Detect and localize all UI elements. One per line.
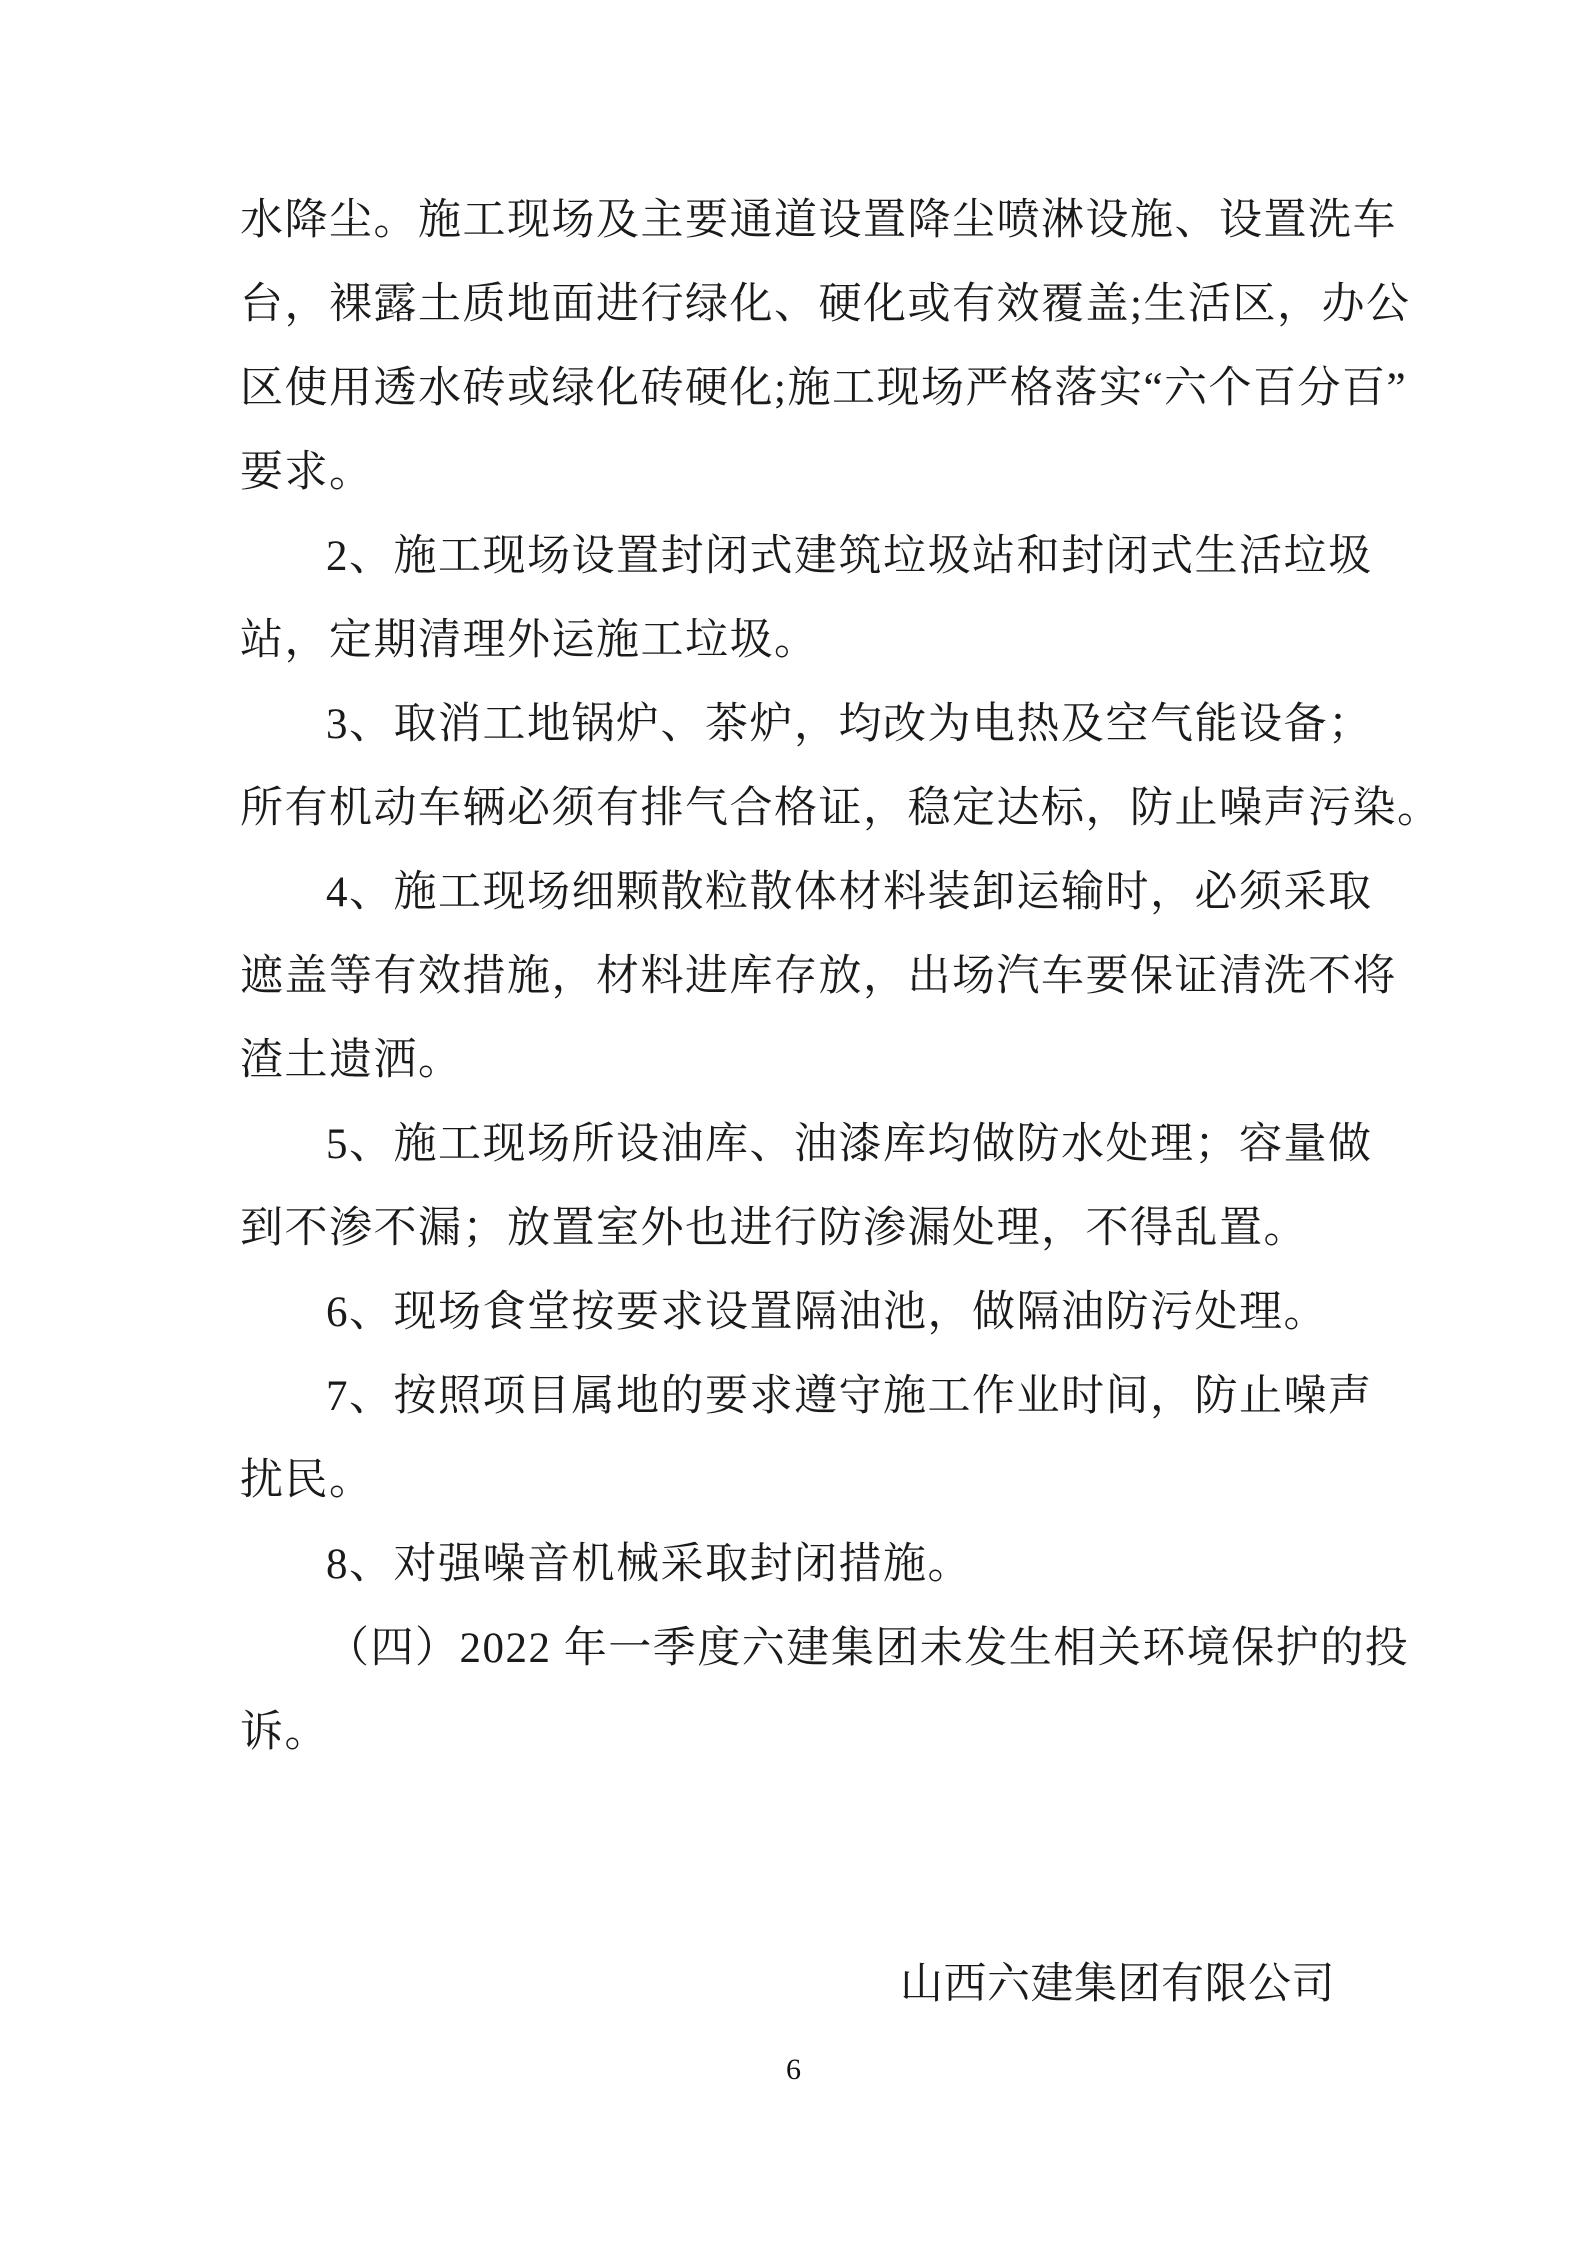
body-line-numbered-item-3: 3、取消工地锅炉、茶炉，均改为电热及空气能设备； [326, 701, 1373, 748]
body-line-numbered-item-2: 2、施工现场设置封闭式建筑垃圾站和封闭式生活垃圾 [326, 533, 1373, 580]
body-line-numbered-item-8: 8、对强噪音机械采取封闭措施。 [326, 1541, 972, 1588]
body-line: 区使用透水砖或绿化砖硬化;施工现场严格落实“六个百分百” [240, 365, 1408, 412]
body-line: 所有机动车辆必须有排气合格证，稳定达标，防止噪声污染。 [240, 785, 1442, 832]
body-line: 水降尘。施工现场及主要通道设置降尘喷淋设施、设置洗车 [240, 197, 1397, 244]
body-line: 扰民。 [240, 1457, 374, 1504]
body-line: 遮盖等有效措施，材料进库存放，出场汽车要保证清洗不将 [240, 953, 1397, 1000]
blank-space [240, 1775, 1395, 1943]
signature-company-name: 山西六建集团有限公司 [900, 1961, 1335, 2008]
body-line-numbered-item-4: 4、施工现场细颗散粒散体材料装卸运输时，必须采取 [326, 869, 1373, 916]
page-number: 6 [786, 2053, 801, 2086]
body-line-numbered-item-6: 6、现场食堂按要求设置隔油池，做隔油防污处理。 [326, 1289, 1328, 1336]
body-line: 渣土遗洒。 [240, 1037, 463, 1084]
body-line-numbered-item-7: 7、按照项目属地的要求遵守施工作业时间，防止噪声 [326, 1373, 1373, 1420]
document-body [240, 179, 1442, 2027]
body-line: 到不渗不漏；放置室外也进行防渗漏处理，不得乱置。 [240, 1205, 1308, 1252]
body-line-section-4: （四）2022 年一季度六建集团未发生相关环境保护的投 [326, 1625, 1410, 1672]
body-line: 要求。 [240, 449, 374, 496]
body-line-numbered-item-5: 5、施工现场所设油库、油漆库均做防水处理；容量做 [326, 1121, 1373, 1168]
body-line: 台，裸露土质地面进行绿化、硬化或有效覆盖;生活区，办公 [240, 281, 1411, 328]
body-line: 诉。 [240, 1709, 329, 1756]
body-line: 站，定期清理外运施工垃圾。 [240, 617, 819, 664]
